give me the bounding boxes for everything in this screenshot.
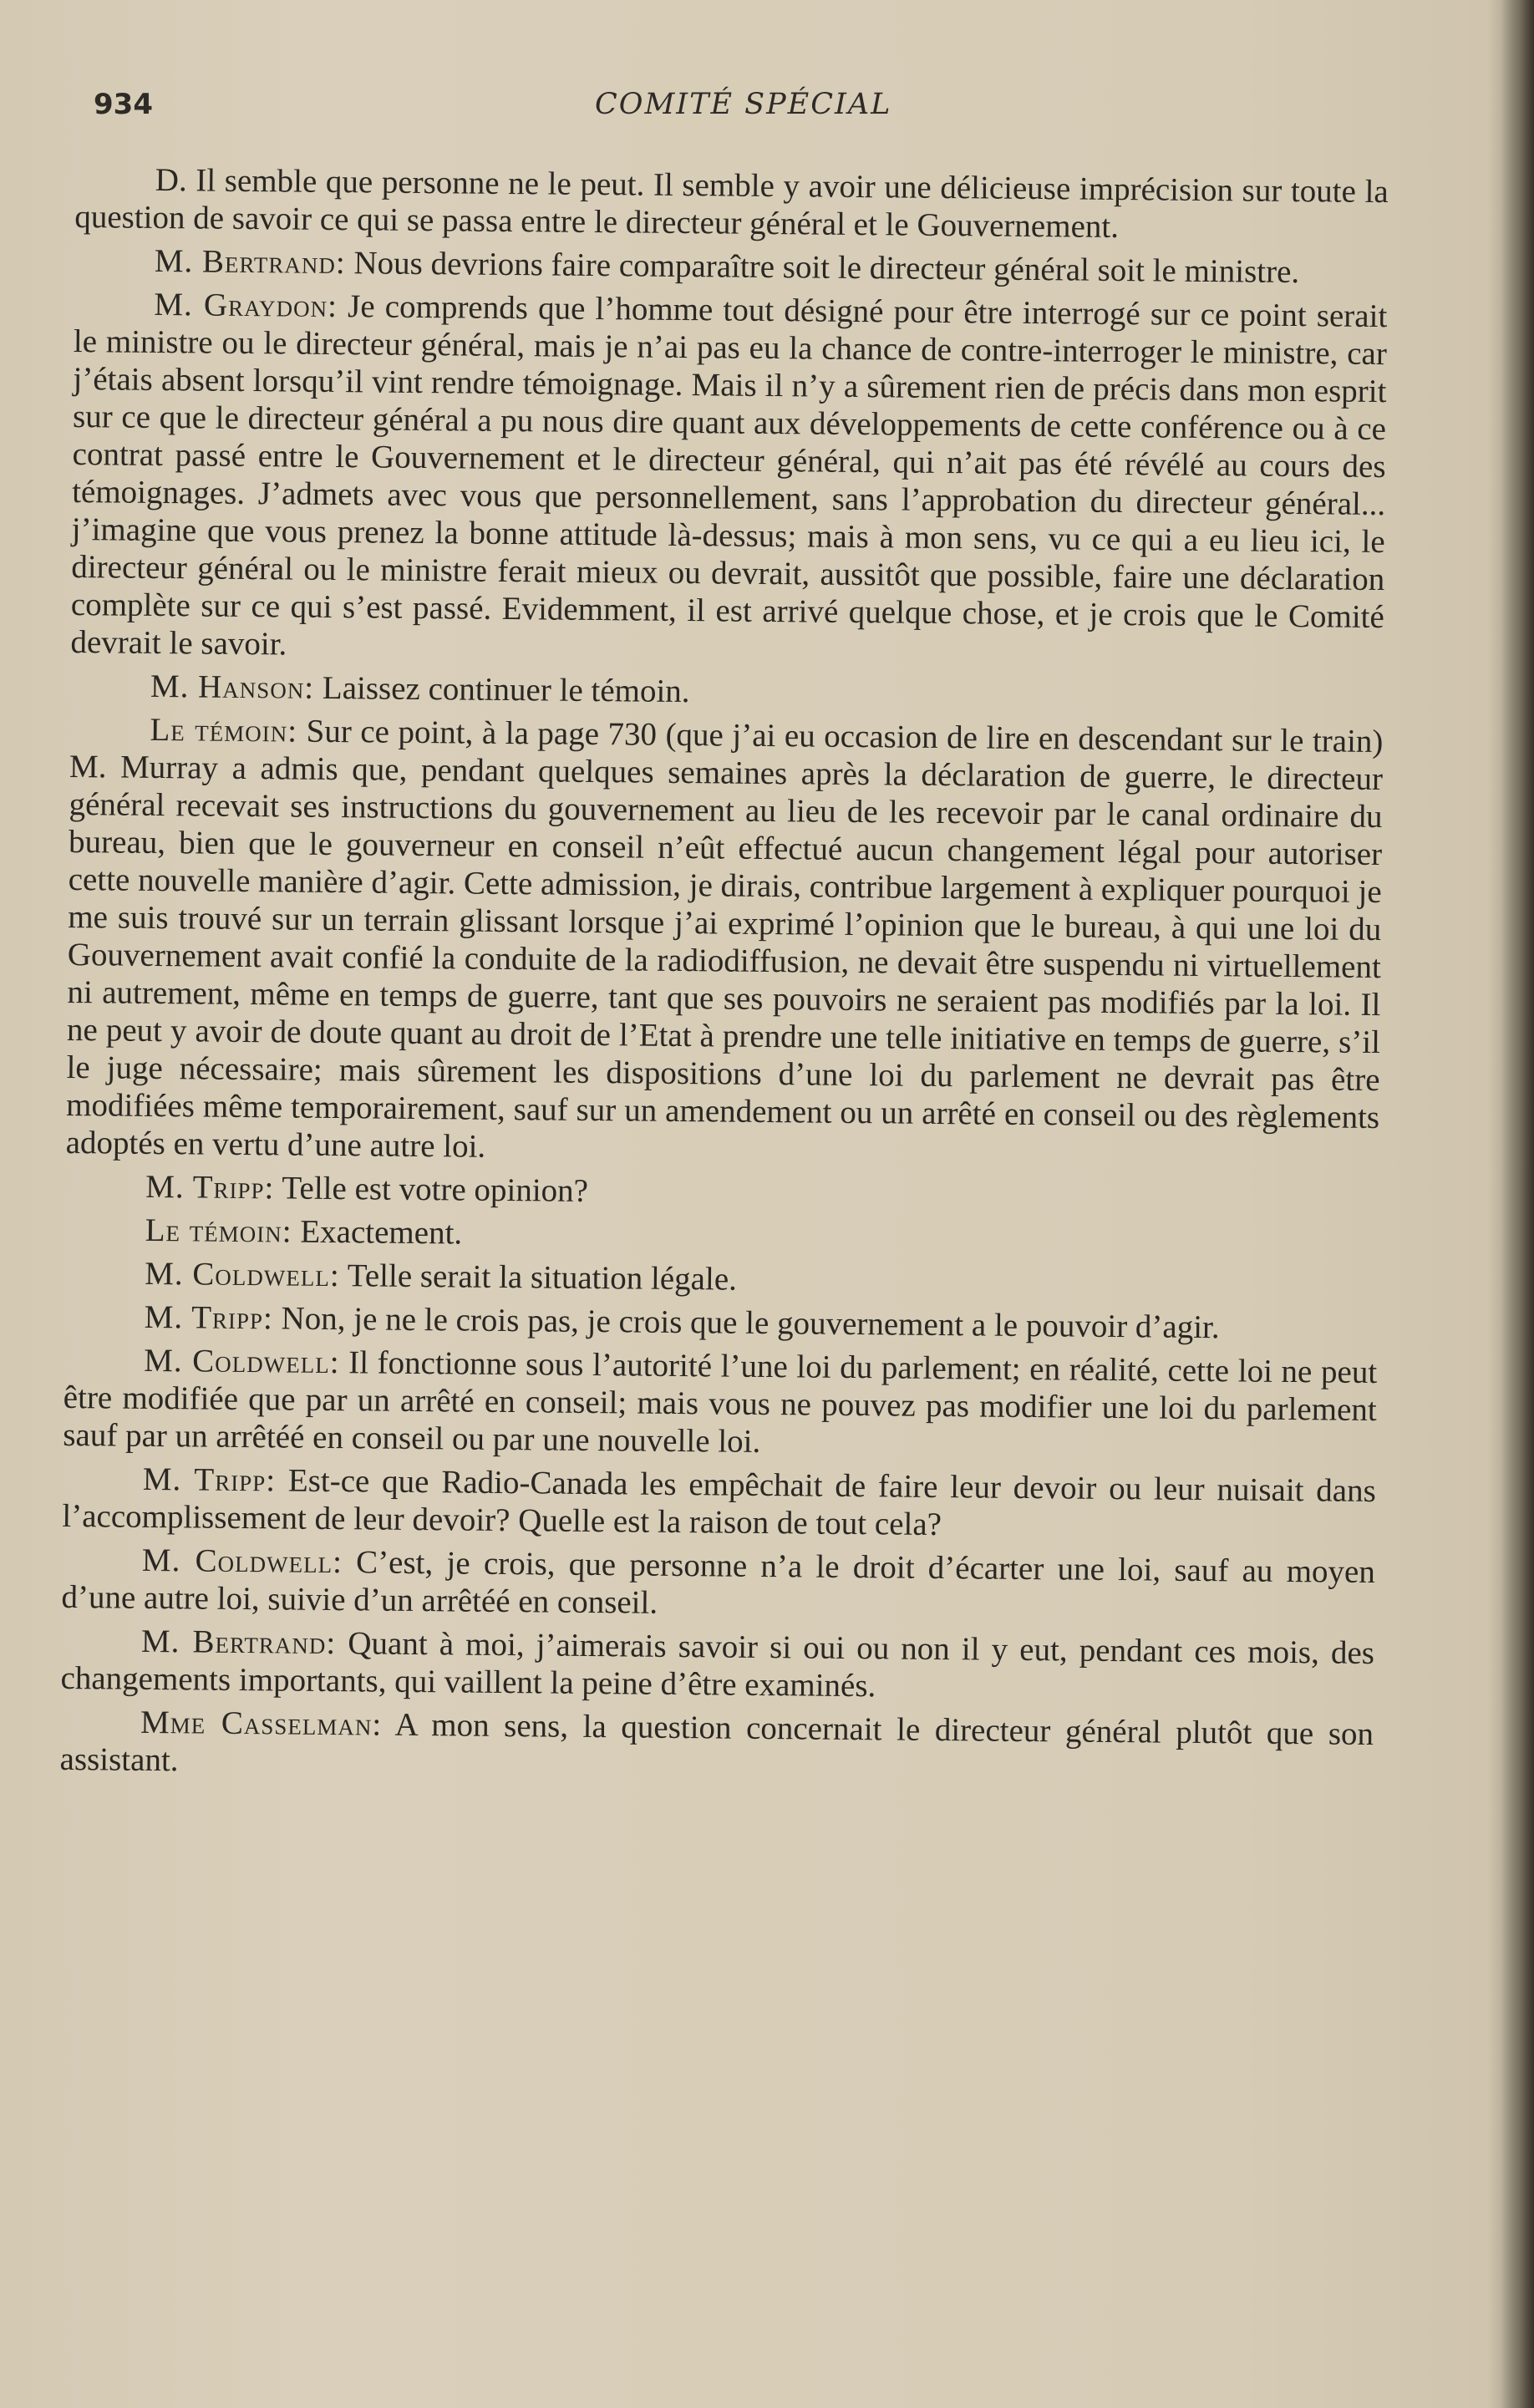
paragraph [65,1211,1379,1261]
paragraph [65,1167,1379,1217]
speaker: M. Hanson: [150,668,315,706]
speaker: M. Bertrand: [154,242,346,282]
page-header [94,88,1397,138]
speaker: M. Tripp: [142,1461,277,1499]
paragraph-text: Il fonctionne sous l’autorité l’une loi du parlement; en réalité, cette loi ne peut être modifiée que par un arrêté en conseil; mais vous ne pouvez pas modifier une loi du parlement sauf par un arrêtéé en conseil ou par une nouvelle loi. [63,1344,1378,1460]
paragraph-text: Nous devrions faire comparaître soit le directeur général soit le ministre. [345,245,1300,291]
paragraph-text: Laissez continuer le témoin. [313,669,690,710]
running-title: COMITÉ SPÉCIAL [595,88,892,121]
body-text [59,160,1389,1796]
paragraph-text: C’est, je crois, que personne n’a le droit d’écarter une loi, sauf au moyen d’une autre loi, suivie d’un arrêtéé en conseil. [61,1544,1376,1621]
paragraph [74,160,1389,248]
speaker: Le témoin: [145,1212,292,1250]
speaker: M. Tripp: [144,1298,274,1337]
paragraph-text: Je comprends que l’homme tout désigné pour être interrogé sur ce point serait le ministre ou le directeur général, mais je n’ai pas eu la chance de contre-interroger le ministre, car j’étais absent lorsqu’il vint rendre témoignage. Mais il n’y a sûrement rien de précis dans mon esprit sur ce que le directeur général a pu nous dire quant aux développements de cette conférence ou à ce contrat passé entre le Gouvernement et le directeur général, qui n’ait pas été révélé au cours des témoignages. J’admets avec vous que personnellement, sans l’approbation du directeur général... j’imagine que vous prenez la bonne attitude là-dessus; mais à mon sens, vu ce qui a eu lieu ici, le directeur général ou le ministre ferait mieux ou devrait, aussitôt que possible, faire une déclaration complète sur ce qui s’est passé. Evidemment, il est arrivé quelque chose, et je crois que le Comité devrait le savoir. [70,288,1388,663]
paragraph [60,1622,1374,1709]
speaker: M. Coldwell: [141,1542,343,1581]
paragraph [64,1298,1378,1348]
speaker: M. Graydon: [154,286,338,325]
paragraph-text: Telle serait la situation légale. [339,1257,738,1298]
paragraph [70,285,1387,673]
paragraph [62,1460,1376,1547]
speaker: M. Bertrand: [140,1623,337,1662]
paragraph-text: Sur ce point, à la page 730 (que j’ai eu occasion de lire en descendant sur le train) M. Murray a admis que, pendant quelques semaines après la déclaration de guerre, le directeur général recevait ses instructions du gouvernement au lieu de les recevoir par le canal ordinaire du bureau, bien que le gouverneur en conseil n’eût effectué aucun changement légal pour autoriser cette nouvelle manière d’agir. Cette admission, je dirais, contribue largement à expliquer pourquoi je me suis trouvé sur un terrain glissant lorsque j’ai exprimé l’opinion que le bureau, à qui une loi du Gouvernement avait confié la conduite de la radiodiffusion, ne devait être suspendu ni virtuellement ni autrement, même en temps de guerre, tant que ses pouvoirs ne seraient pas modifiés par la loi. Il ne peut y avoir de doute quant au droit de l’Etat à prendre une telle initiative en temps de guerre, s’il le juge nécessaire; mais sûrement les dispositions d’une loi du parlement ne devrait pas être modifiées même temporairement, sauf sur un amendement ou un arrêté en conseil ou des règlements adoptés en vertu d’une autre loi. [65,713,1384,1165]
paragraph [63,1341,1377,1466]
paragraph-text: Est-ce que Radio-Canada les empêchait de faire leur devoir ou leur nuisait dans l’accomplissement de leur devoir? Quelle est la raison de tout cela? [62,1462,1377,1543]
paragraph-text: Telle est votre opinion? [274,1170,589,1209]
paragraph-text: A mon sens, la question concernait le directeur général plutôt que son assistant. [59,1706,1374,1779]
speaker: M. Tripp: [145,1168,275,1207]
paragraph-text: D. Il semble que personne ne le peut. Il semble y avoir une délicieuse imprécision sur toute la question de savoir ce qui se passa entre le directeur général et le Gouvernement. [74,161,1389,245]
page-number: 934 [94,88,153,121]
speaker: M. Coldwell: [144,1342,340,1381]
paragraph [70,667,1384,717]
speaker: M. Coldwell: [145,1255,340,1294]
speaker: Mme Casselman: [140,1704,383,1743]
paragraph [61,1541,1375,1628]
paragraph [59,1703,1374,1791]
paragraph-text: Exactement. [292,1213,463,1252]
paragraph [64,1254,1378,1304]
paragraph-text: Non, je ne le crois pas, je crois que le gouvernement a le pouvoir d’agir. [272,1300,1220,1346]
paragraph-text: Quant à moi, j’aimerais savoir si oui ou non il y eut, pendant ces mois, des changements importants, qui vaillent la peine d’être examinés. [60,1625,1375,1704]
speaker: Le témoin: [150,711,298,749]
paragraph [66,710,1384,1174]
binding-edge-shadow [1501,0,1534,2408]
paragraph [74,241,1388,292]
